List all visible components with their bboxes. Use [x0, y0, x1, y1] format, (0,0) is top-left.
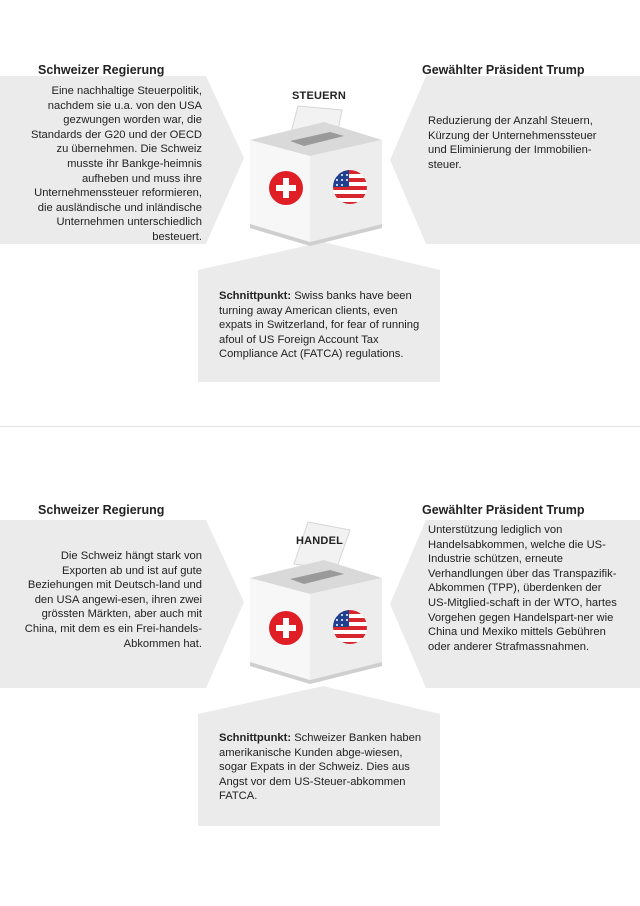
panel-trade	[0, 440, 640, 866]
ballot-box-icon	[232, 96, 422, 266]
topic-label: HANDEL	[296, 535, 344, 547]
intersection-body: Swiss banks have been turning away American clients, even expats in Switzerland, for fear of running afoul of US Foreign Account Tax Compliance Act (FATCA) regulations.	[219, 290, 420, 361]
trump-text: Reduzierung der Anzahl Steuern, Kürzung der Unternehmenssteuer und Eliminierung der Immobilien-steuer.	[428, 115, 597, 171]
swiss-text: Die Schweiz hängt stark von Exporten ab und ist auf gute Beziehungen mit Deutsch-land und den USA angewi-esen, ihren zwei grössten Märkten, aber auch mit China, mit dem es ein Frei-handels-Abkommen hat.	[24, 550, 202, 650]
intersection-body: Schweizer Banken haben amerikanische Kunden abge-wiesen, sogar Expats in der Schweiz. Dies aus Angst vor dem US-Steuer-abkommen FATCA.	[219, 732, 422, 803]
topic-label: STEUERN	[292, 90, 346, 102]
intersection-text	[219, 731, 431, 804]
intersection-text	[219, 289, 431, 362]
left-heading: Schweizer Regierung	[38, 63, 165, 77]
right-heading: Gewählter Präsident Trump	[422, 63, 585, 77]
left-heading: Schweizer Regierung	[38, 503, 165, 517]
swiss-text: Eine nachhaltige Steuerpolitik, nachdem sie u.a. von den USA gezwungen worden war, die Standards der G20 und der OECD zu übernehmen. Die Schweiz musste ihr Bankge-heimnis aufheben und muss ihre Unternehmenssteuer reformieren, die ausländische und inländische Unternehmen unterschiedlich besteuert.	[30, 85, 202, 243]
panel-taxes	[0, 0, 640, 426]
panel-divider	[0, 426, 640, 427]
intersection-label: Schnittpunkt:	[219, 290, 292, 302]
trump-text: Unterstützung lediglich von Handelsabkommen, welche die US-Industrie schützen, erneute Verhandlungen über das Transpazifik-Abkommen (TPP), überdenken der US-Mitglied-schaft in der WTO, hartes Vorgehen gegen Handelspart-ner wie China und Mexiko mittels Gebühren oder anderer Strafmassnahmen.	[428, 524, 617, 653]
swiss-flag-icon	[269, 171, 303, 205]
swiss-flag-icon	[269, 611, 303, 645]
intersection-label: Schnittpunkt:	[219, 732, 292, 744]
right-heading: Gewählter Präsident Trump	[422, 503, 585, 517]
